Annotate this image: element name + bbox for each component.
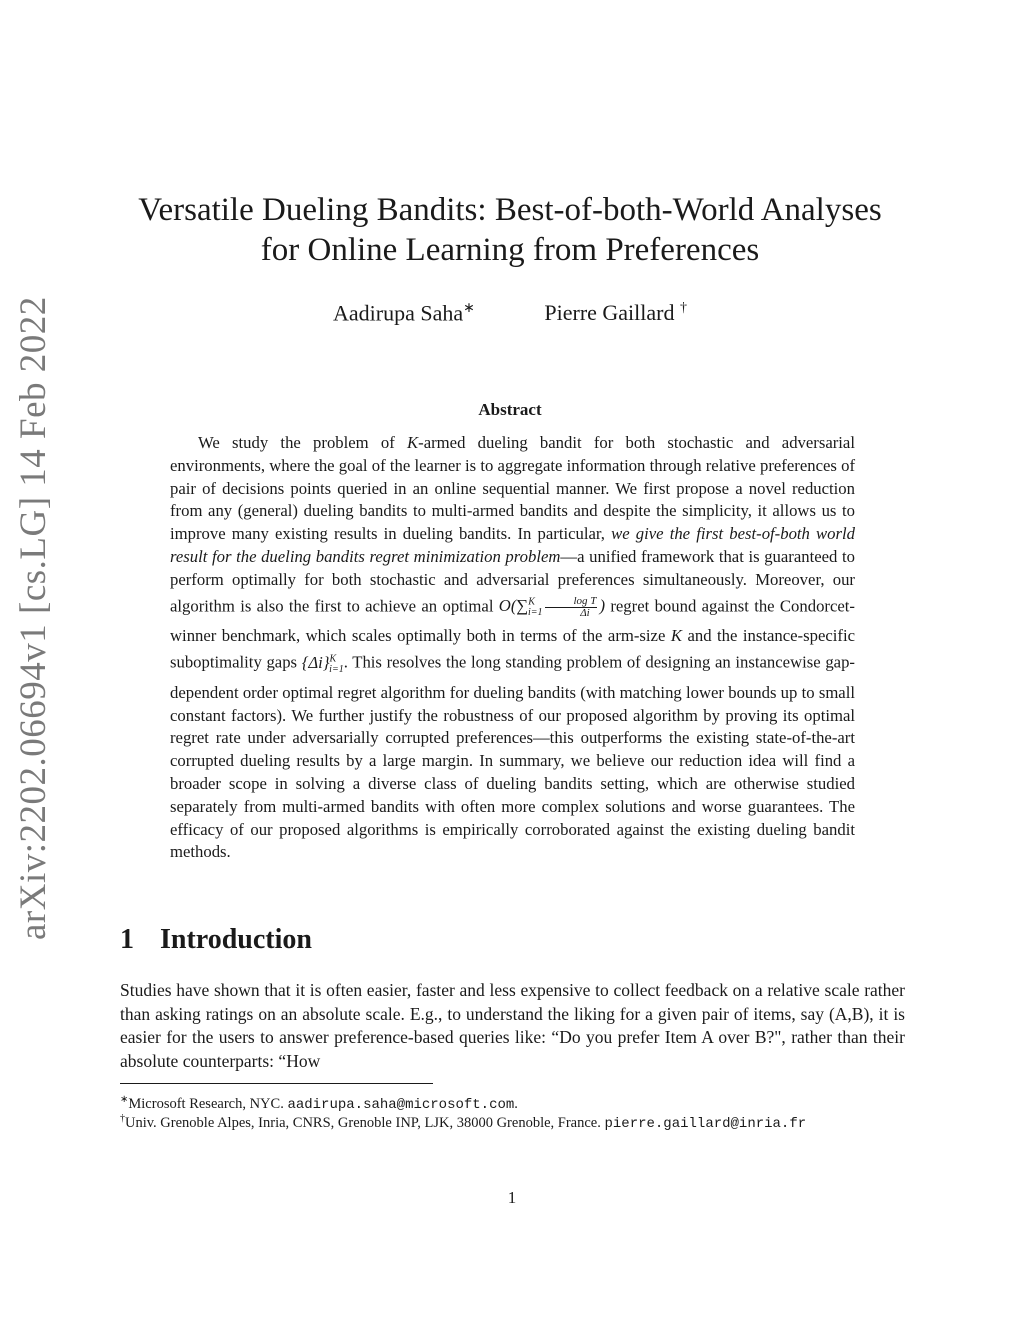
footnote-1-email[interactable]: aadirupa.saha@microsoft.com	[287, 1096, 515, 1113]
section-heading-introduction: 1 Introduction	[120, 924, 312, 955]
abstract-heading: Abstract	[478, 400, 542, 419]
footnote-2: †Univ. Grenoble Alpes, Inria, CNRS, Grenoble INP, LJK, 38000 Grenoble, France. pierre.gaillard@inria.fr	[120, 1113, 807, 1132]
footnote-1: ∗Microsoft Research, NYC. aadirupa.saha@microsoft.com.	[120, 1094, 518, 1113]
gaps-formula: $\{\Delta i\}^K_{i=1}$	[301, 652, 344, 675]
arxiv-identifier: arXiv:2202.06694v1 [cs.LG] 14 Feb 2022	[13, 296, 54, 940]
abstract-emphasis: we give the first best-of-both world result for the dueling bandits regret minimization problem	[170, 524, 855, 566]
footnote-2-email[interactable]: pierre.gaillard@inria.fr	[604, 1115, 807, 1132]
regret-formula: O(∑$^K_{i=1}$ $\frac{\text{log T}}{\Delta i}$ )	[498, 594, 605, 619]
page-number: 1	[507, 1188, 517, 1207]
author-2: Pierre Gaillard †	[544, 300, 687, 326]
title-line-2: for Online Learning from Preferences	[260, 232, 760, 268]
abstract-body: We study the problem of K-armed dueling bandit for both stochastic and adversarial environments, where the goal of the learner is to aggregate information through relative preferences of pair of decisions points queried in an online sequential manner. We first propose a novel reduction from any (general) dueling bandits to multi-armed bandits and despite the simplicity, it allows us to improve many existing results in dueling bandits. In particular, we give the first best-of-both world result for the dueling bandits regret minimization problem—a unified framework that is guaranteed to perform optimally for both stochastic and adversarial preferences simultaneously. Moreover, our algorithm is also the first to achieve an optimal O(∑$^K_{i=1}$ $\frac{\text{log T}}{\Delta i}$ ) regret bound against the Condorcet-winner benchmark, which scales optimally both in terms of the arm-size K and the instance-specific suboptimality gaps $\{\Delta i\}^K_{i=1}$. This resolves the long standing problem of designing an instancewise gap-dependent order optimal regret algorithm for dueling bandits (with matching lower bounds up to small constant factors). We further justify the robustness of our proposed algorithm by proving its optimal regret rate under adversarially corrupted preferences—this outperforms the existing state-of-the-art corrupted dueling results by a large margin. In summary, we believe our reduction idea will find a broader scope in solving a diverse class of dueling bandits setting, which are otherwise studied separately from multi-armed bandits with often more complex solutions and worse guarantees. The efficacy of our proposed algorithms is empirically corroborated against the existing dueling bandit methods.	[170, 433, 855, 862]
author-1: Aadirupa Saha∗	[333, 300, 475, 326]
footnote-divider	[120, 1083, 433, 1084]
paper-title	[110, 190, 910, 270]
introduction-paragraph: Studies have shown that it is often easier, faster and less expensive to collect feedback on a relative scale rather than asking ratings on an absolute scale. E.g., to understand the liking for a given pair of items, say (A,B), it is easier for the users to answer preference-based queries like: “Do you prefer Item A over B?", rather than their absolute counterparts: “How	[120, 980, 905, 1071]
author-list	[110, 300, 910, 326]
title-line-1: Versatile Dueling Bandits: Best-of-both-World Analyses	[138, 192, 882, 228]
